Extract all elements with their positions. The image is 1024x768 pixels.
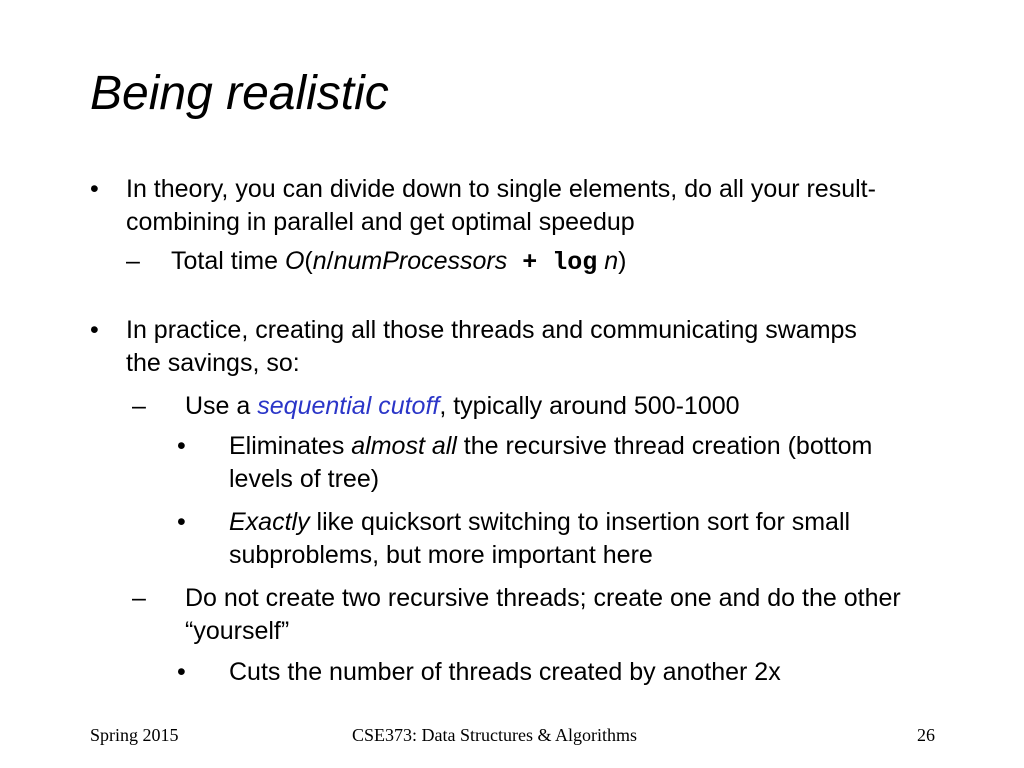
formula-log: log [552, 248, 598, 277]
formula-big-o: O [284, 247, 305, 275]
formula-prefix: Total time [171, 247, 285, 275]
formula-paren-close: ) [618, 247, 627, 275]
bullet-marker: • [177, 658, 186, 686]
formula-slash: / [326, 247, 334, 275]
bullet-1-text: In theory, you can divide down to single elements, do all your result-combining in parallel and get optimal speedup [126, 175, 876, 236]
sequential-cutoff-item [185, 390, 740, 423]
formula-n: n [312, 247, 327, 275]
two-threads-item: Do not create two recursive threads; create one and do the other “yourself” [185, 584, 901, 645]
cuts-threads-item: Cuts the number of threads created by another 2x [229, 658, 781, 686]
eliminates-suffix: the recursive thread creation (bottom levels of tree) [229, 432, 873, 493]
formula-plus: + [507, 248, 553, 277]
bullet-marker: • [90, 175, 99, 203]
slide-title: Being realistic [90, 67, 389, 120]
formula-n2: n [597, 247, 619, 275]
dash-marker: – [126, 247, 140, 275]
sequential-cutoff-highlight: sequential cutoff [257, 392, 440, 420]
cutoff-suffix: , typically around 500-1000 [439, 392, 740, 420]
eliminates-item [229, 430, 889, 496]
footer-course: CSE373: Data Structures & Algorithms [352, 725, 637, 745]
eliminates-emphasis: almost all [351, 432, 457, 460]
quicksort-item [229, 506, 944, 572]
total-time-formula [171, 245, 626, 279]
formula-num-processors: numProcessors [333, 247, 508, 275]
formula-paren-open: ( [304, 247, 313, 275]
bullet-marker: • [177, 432, 186, 460]
dash-marker: – [132, 584, 146, 612]
eliminates-prefix: Eliminates [229, 432, 352, 460]
bullet-marker: • [177, 508, 186, 536]
quicksort-emphasis: Exactly [229, 508, 310, 536]
bullet-marker: • [90, 316, 99, 344]
bullet-2-text: In practice, creating all those threads and communicating swamps the savings, so: [126, 316, 857, 377]
page-number: 26 [917, 725, 935, 745]
cutoff-prefix: Use a [185, 392, 258, 420]
quicksort-suffix: like quicksort switching to insertion sort for small subproblems, but more important here [229, 508, 851, 569]
footer-term: Spring 2015 [90, 725, 179, 745]
dash-marker: – [132, 392, 146, 420]
